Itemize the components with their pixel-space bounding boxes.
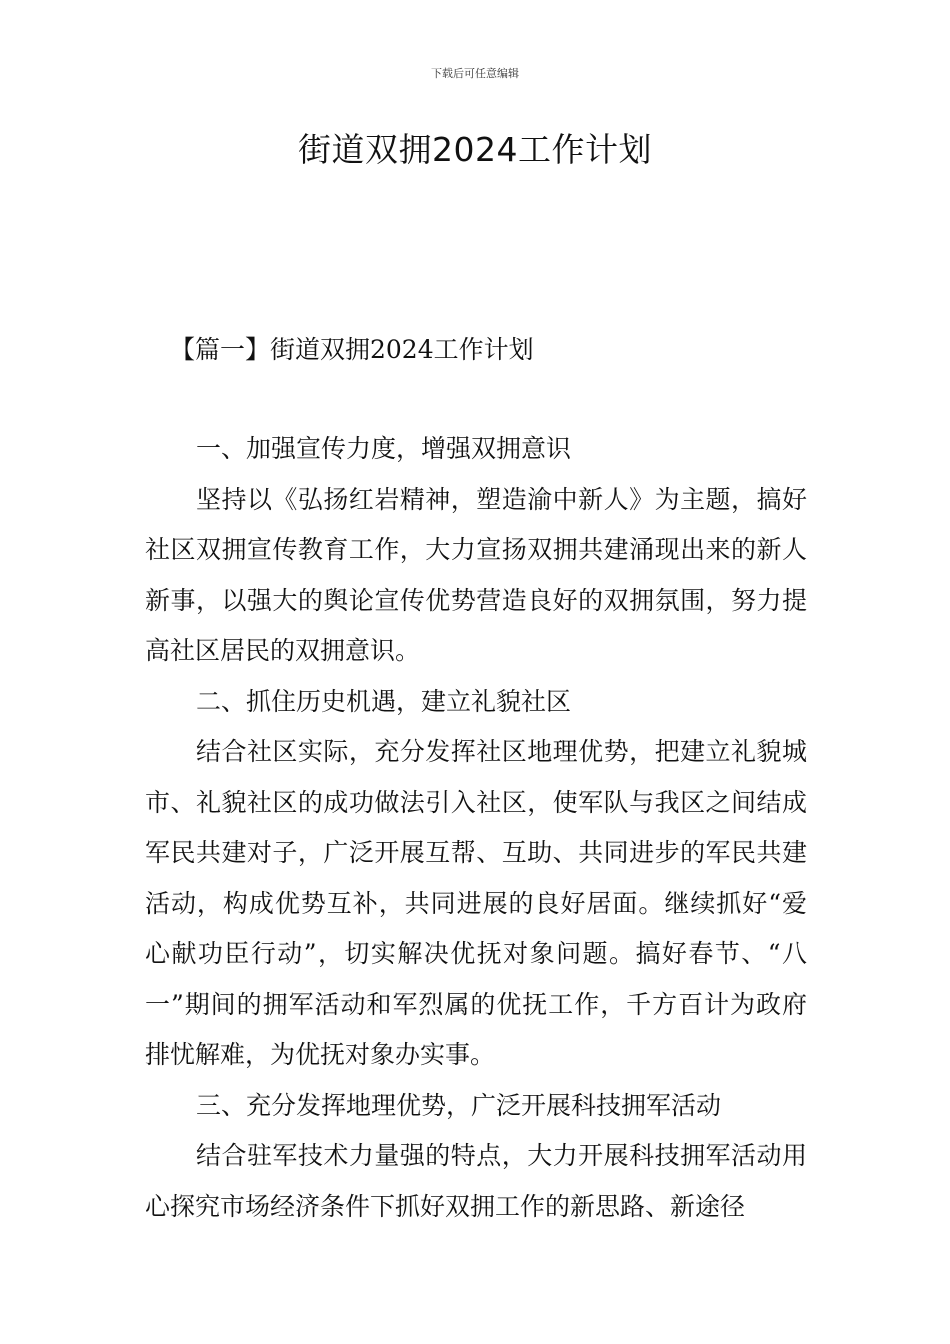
document-body	[145, 424, 807, 1232]
section-title: 【篇一】街道双拥2024工作计划	[170, 335, 534, 364]
document-title: 街道双拥2024工作计划	[298, 130, 652, 169]
heading-tech-support: 三、充分发挥地理优势，广泛开展科技拥军活动	[196, 1090, 722, 1120]
paragraph-tech-support: 结合驻军技术力量强的特点，大力开展科技拥军活动用心探究市场经济条件下抓好双拥工作的新思路、新途径	[145, 1141, 807, 1221]
paragraph-civilized-community: 结合社区实际，充分发挥社区地理优势，把建立礼貌城市、礼貌社区的成功做法引入社区，使军队与我区之间结成军民共建对子，广泛开展互帮、互助、共同进步的军民共建活动，构成优势互补，共同进展的良好居面。继续抓好“爱心献功臣行动”，切实解决优抚对象问题。搞好春节、“八一”期间的拥军活动和军烈属的优抚工作，千方百计为政府排忧解难，为优抚对象办实事。	[145, 737, 807, 1069]
paragraph-publicity: 坚持以《弘扬红岩精神，塑造渝中新人》为主题，搞好社区双拥宣传教育工作，大力宣扬双拥共建涌现出来的新人新事，以强大的舆论宣传优势营造良好的双拥氛围，努力提高社区居民的双拥意识。	[145, 484, 807, 665]
header-note: 下载后可任意编辑	[431, 67, 519, 80]
heading-civilized-community: 二、抓住历史机遇，建立礼貌社区	[196, 686, 572, 716]
heading-publicity: 一、加强宣传力度，增强双拥意识	[196, 434, 572, 463]
